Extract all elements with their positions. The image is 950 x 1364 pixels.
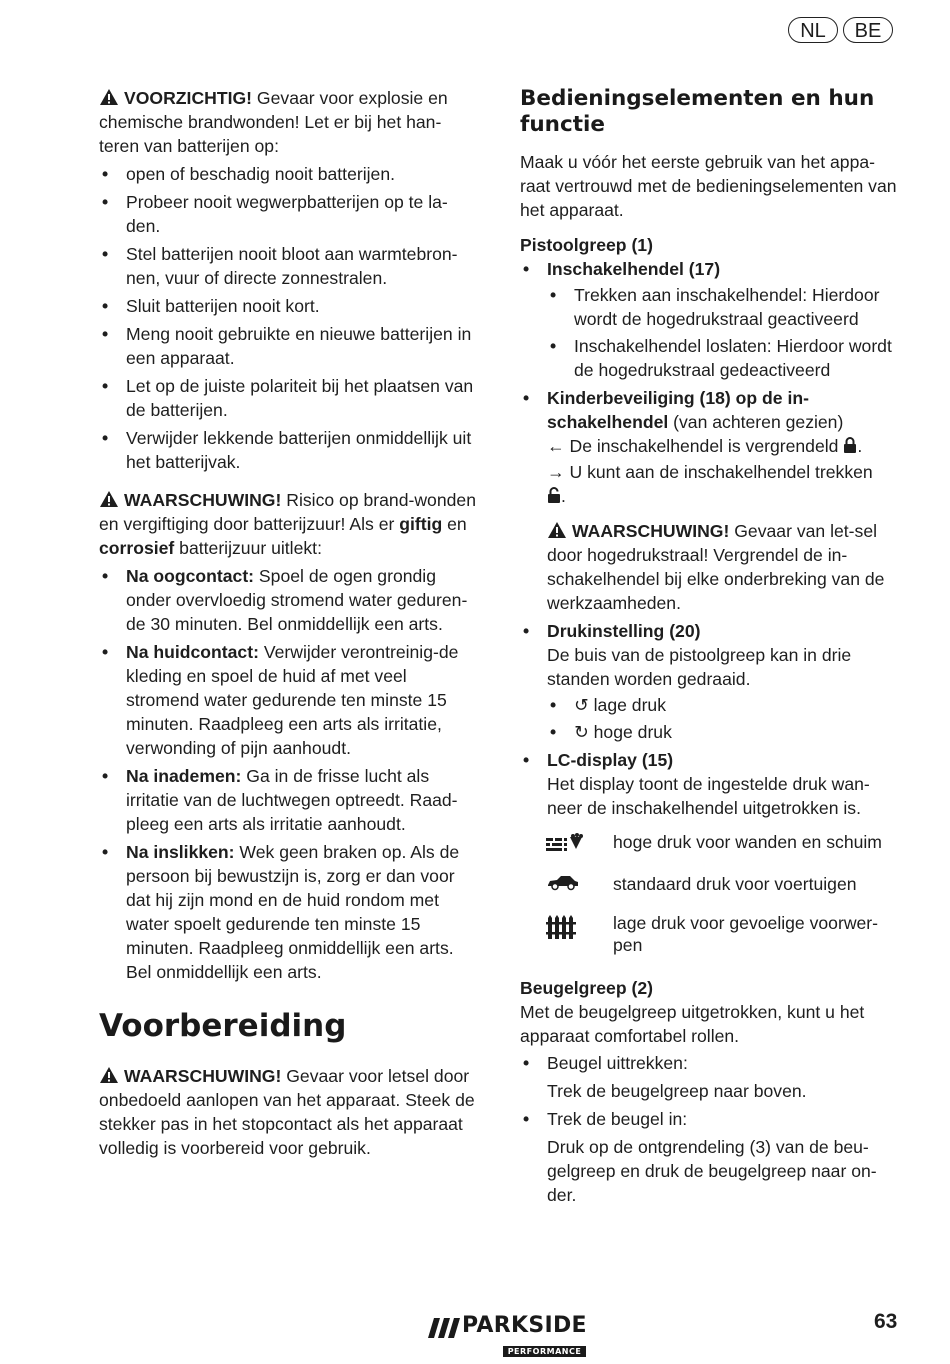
list-item xyxy=(547,720,898,744)
handle-list xyxy=(520,1051,898,1207)
fence-icon xyxy=(546,912,613,946)
list-item xyxy=(520,257,898,382)
arrow-right-icon: → xyxy=(547,462,565,482)
pressure-text: De buis van de pistoolgreep kan in drie standen worden gedraaid. xyxy=(547,645,852,689)
list-item-term: Na huidcontact: xyxy=(126,642,259,662)
list-item: • Trekken aan inschakelhendel: Hierdoor wordt de hogedrukstraal geactiveerd xyxy=(547,283,898,331)
list-item-text: Druk op de ontgrendeling (3) van de beu-gelgreep en druk de beugelgreep naar on-der. xyxy=(547,1137,877,1205)
lcd-title: LC-display (15) xyxy=(547,750,674,770)
list-item: • Inschakelhendel loslaten: Hierdoor wordt de hogedrukstraal gedeactiveerd xyxy=(547,334,898,382)
brand-sub: PERFORMANCE xyxy=(507,1347,582,1356)
lcd-text: Het display toont de ingestelde druk wan-neer de inschakelhendel uitgetrokken is. xyxy=(547,774,870,818)
warning-text: Gevaar voor letsel door onbedoeld aanlopen van het apparaat. Steek de stekker pas in het stopcontact als het apparaat volledig is voorbereid voor gebruik. xyxy=(99,1066,475,1158)
list-item-text: Ga in de frisse lucht als irritatie van de luchtwegen optreedt. Raad-pleeg een arts als irritatie aanhoudt. xyxy=(126,766,458,834)
list-item-text: Trek de beugelgreep naar boven. xyxy=(547,1081,807,1101)
warning-text: Risico op brand-wonden en vergiftiging door batterijzuur! Als er xyxy=(99,490,476,534)
page-number: 63 xyxy=(874,1310,898,1333)
warning-label: WAARSCHUWING! xyxy=(124,1066,282,1086)
term-giftig: giftig xyxy=(399,514,443,534)
trigger-sublist xyxy=(547,283,898,382)
lcd-row-text: standaard druk voor voertuigen xyxy=(613,874,857,894)
section-heading-voorbereiding: Voorbereiding xyxy=(99,1008,347,1044)
handle-title: Beugelgreep (2) xyxy=(520,978,653,998)
first-aid-list xyxy=(99,564,481,984)
list-item xyxy=(99,764,481,836)
list-item: • Sluit batterijen nooit kort. xyxy=(99,294,481,318)
lcd-row xyxy=(546,830,898,858)
list-item: • Meng nooit gebruikte en nieuwe batterijen in een apparaat. xyxy=(99,322,481,370)
pressure-low-text: lage druk xyxy=(588,695,667,715)
warning-text: en xyxy=(442,514,467,534)
pressure-title: Drukinstelling (20) xyxy=(547,621,701,641)
childlock-locked-line xyxy=(547,434,898,460)
language-badge-be: BE xyxy=(843,17,893,43)
list-item xyxy=(99,564,481,636)
list-item: • Let op de juiste polariteit bij het plaatsen van de batterijen. xyxy=(99,374,481,422)
warning-label: WAARSCHUWING! xyxy=(572,521,730,541)
arrow-left-icon: ← xyxy=(547,436,565,456)
list-item xyxy=(99,840,481,984)
list-item xyxy=(520,619,898,744)
section-heading-controls: Bedieningselementen en hun functie xyxy=(520,86,875,137)
language-badge-nl: NL xyxy=(788,17,838,43)
caution-label: VOORZICHTIG! xyxy=(124,88,253,108)
lcd-row-text: hoge druk voor wanden en schuim xyxy=(613,832,882,852)
pressure-sublist xyxy=(547,693,898,744)
right-column xyxy=(520,86,898,1211)
childlock-warning-paragraph xyxy=(547,519,898,615)
caution-paragraph xyxy=(99,86,481,158)
rotate-cw-icon: ↻ xyxy=(574,722,589,742)
lcd-symbol-table xyxy=(546,830,898,956)
childlock-unlocked-line xyxy=(547,460,898,484)
lcd-row xyxy=(546,912,898,956)
warning-triangle-icon xyxy=(99,88,119,106)
warning-text: batterijzuur uitlekt: xyxy=(174,538,322,558)
warning-triangle-icon xyxy=(547,521,567,539)
list-item: • Verwijder lekkende batterijen onmiddellijk uit het batterijvak. xyxy=(99,426,481,474)
left-column xyxy=(99,86,481,1160)
punctuation: . xyxy=(857,436,863,456)
list-item-term: Na inslikken: xyxy=(126,842,235,862)
pressure-high-text: hoge druk xyxy=(588,722,672,742)
lcd-row-text: lage druk voor gevoelige voorwer-pen xyxy=(613,913,879,955)
pistol-grip-title: Pistoolgreep (1) xyxy=(520,235,653,255)
lock-open-icon xyxy=(547,486,561,510)
caution-text: Gevaar voor explosie en chemische brandwonden! Let er bij het han-teren van batterijen op: xyxy=(99,88,448,156)
list-item: • open of beschadig nooit batterijen. xyxy=(99,162,481,186)
list-item: • Probeer nooit wegwerpbatterijen op te la-den. xyxy=(99,190,481,238)
warning-label: WAARSCHUWING! xyxy=(124,490,282,510)
list-item xyxy=(520,386,898,615)
list-item-text: Spoel de ogen grondig onder overvloedig stromend water geduren-de 30 minuten. Bel onmiddellijk een arts. xyxy=(126,566,468,634)
trigger-title: Inschakelhendel (17) xyxy=(547,259,721,279)
parkside-logo xyxy=(428,1313,588,1363)
list-item-text: Verwijder verontreinig-de kleding en spoel de huid af met veel stromend water gedurende ten minste 15 minuten. Raadpleeg een arts als irritatie, verwonding of pijn aanhoudt. xyxy=(126,642,459,758)
list-item-term: Na oogcontact: xyxy=(126,566,255,586)
punctuation: . xyxy=(561,486,566,506)
rotate-ccw-icon: ↺ xyxy=(574,695,589,715)
lock-closed-icon xyxy=(843,436,857,460)
list-item-text: Wek geen braken op. Als de persoon bij bewustzijn is, zorg er dan voor dat hij zijn mond en de huid rondom met water spoelt gedurende ten minste 15 minuten. Raadpleeg onmiddellijk een arts. Bel onmiddellijk een arts. xyxy=(126,842,460,982)
list-item: • Stel batterijen nooit bloot aan warmtebron-nen, vuur of directe zonnestralen. xyxy=(99,242,481,290)
childlock-suffix: (van achteren gezien) xyxy=(668,412,844,432)
car-icon xyxy=(546,872,613,898)
term-corrosief: corrosief xyxy=(99,538,175,558)
battery-list xyxy=(99,162,481,474)
childlock-title: Kinderbeveiliging (18) op de in-schakelhendel xyxy=(547,388,809,432)
intro-paragraph: Maak u vóór het eerste gebruik van het appa-raat vertrouwd met de bedieningselementen van het apparaat. xyxy=(520,152,897,220)
list-item-term: Na inademen: xyxy=(126,766,242,786)
childlock-text: U kunt aan de inschakelhendel trekken xyxy=(564,462,873,482)
warning-triangle-icon xyxy=(99,1066,119,1084)
list-item xyxy=(520,748,898,820)
preparation-warning-paragraph xyxy=(99,1064,481,1160)
brand-name: PARKSIDE xyxy=(462,1313,587,1338)
list-item xyxy=(99,640,481,760)
pistol-grip-list xyxy=(520,257,898,820)
list-item xyxy=(520,1107,898,1207)
childlock-unlocked-symbol-line xyxy=(547,484,898,510)
childlock-text: De inschakelhendel is vergrendeld xyxy=(564,436,844,456)
list-item xyxy=(520,1051,898,1103)
lcd-row xyxy=(546,872,898,898)
wall-foam-icon xyxy=(546,830,613,858)
list-item-title: • Beugel uittrekken: xyxy=(547,1053,688,1073)
acid-warning-paragraph xyxy=(99,488,481,560)
handle-text: Met de beugelgreep uitgetrokken, kunt u het apparaat comfortabel rollen. xyxy=(520,1002,865,1046)
warning-triangle-icon xyxy=(99,490,119,508)
list-item xyxy=(547,693,898,717)
list-item-title: • Trek de beugel in: xyxy=(547,1109,688,1129)
warning-text: Gevaar van let-sel door hogedrukstraal! Vergrendel de in-schakelhendel bij elke onderbreking van de werkzaamheden. xyxy=(547,521,885,613)
